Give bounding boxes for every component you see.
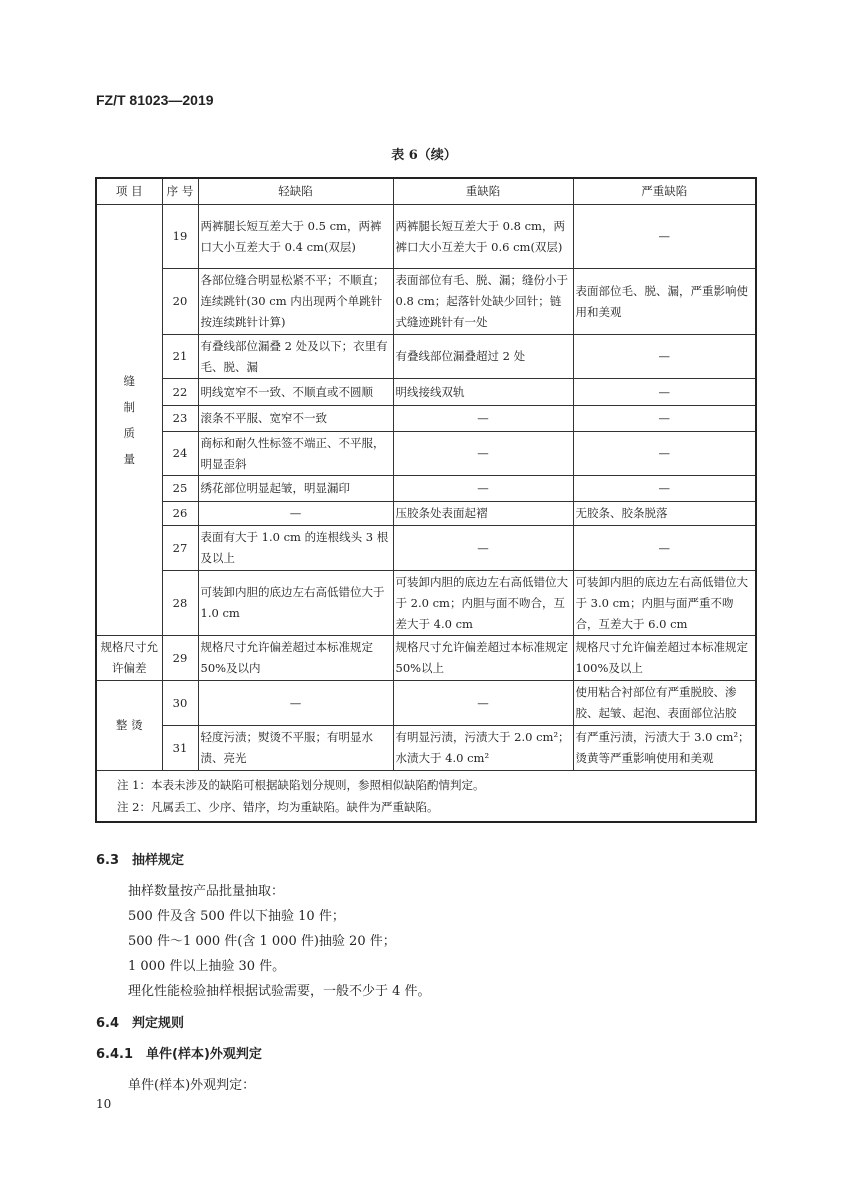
table-row [96,406,756,432]
table-header-row [96,178,756,205]
page-number: 10 [96,1097,112,1111]
header-severe: 严重缺陷 [573,178,756,205]
defect-table [95,177,757,823]
severe-defect: 规格尺寸允许偏差超过本标准规定 100%及以上 [573,636,756,681]
header-item: 项 目 [96,178,162,205]
heavy-defect: 规格尺寸允许偏差超过本标准规定 50%以上 [393,636,573,681]
heavy-defect: 两裤腿长短互差大于 0.8 cm，两裤口大小互差大于 0.6 cm(双层) [393,205,573,269]
paragraph: 抽样数量按产品批量抽取： [128,884,285,899]
note-1: 注 1：本表未涉及的缺陷可根据缺陷划分规则，参照相似缺陷酌情判定。 [117,778,485,792]
light-defect: 明线宽窄不一致、不顺直或不圆顺 [198,379,393,406]
row-number: 29 [162,636,198,681]
row-number: 31 [162,726,198,771]
severe-defect: — [573,335,756,379]
light-defect: — [198,681,393,726]
heavy-defect: — [393,432,573,476]
light-defect: 两裤腿长短互差大于 0.5 cm，两裤口大小互差大于 0.4 cm(双层) [198,205,393,269]
severe-defect: — [573,406,756,432]
light-defect: — [198,502,393,526]
severe-defect: — [573,205,756,269]
severe-defect: 使用粘合衬部位有严重脱胶、渗胶、起皱、起泡、表面部位沾胶 [573,681,756,726]
heavy-defect: 有叠线部位漏叠超过 2 处 [393,335,573,379]
table-row [96,205,756,269]
table-caption: 表 6（续） [391,148,457,163]
header-no: 序 号 [162,178,198,205]
table-row [96,726,756,771]
row-number: 21 [162,335,198,379]
row-number: 20 [162,269,198,335]
light-defect: 规格尺寸允许偏差超过本标准规定 50%及以内 [198,636,393,681]
table-row [96,502,756,526]
table-row [96,335,756,379]
severe-defect: 有严重污渍，污渍大于 3.0 cm²；烫黄等严重影响使用和美观 [573,726,756,771]
section-6-3-title: 6.3 抽样规定 [96,853,185,868]
heavy-defect: — [393,526,573,571]
row-number: 19 [162,205,198,269]
light-defect: 表面有大于 1.0 cm 的连根线头 3 根及以上 [198,526,393,571]
heavy-defect: 表面部位有毛、脱、漏；缝份小于 0.8 cm；起落针处缺少回针；链式缝迹跳针有一处 [393,269,573,335]
severe-defect: — [573,379,756,406]
table-row [96,526,756,571]
paragraph: 500 件及含 500 件以下抽验 10 件； [128,909,345,924]
paragraph: 500 件～1 000 件(含 1 000 件)抽验 20 件； [128,934,396,949]
row-number: 23 [162,406,198,432]
heavy-defect: 可装卸内胆的底边左右高低错位大于 2.0 cm；内胆与面不吻合，互差大于 4.0 cm [393,571,573,636]
header-heavy: 重缺陷 [393,178,573,205]
table-notes [96,771,756,823]
row-number: 22 [162,379,198,406]
heavy-defect: — [393,681,573,726]
light-defect: 各部位缝合明显松紧不平；不顺直；连续跳针(30 cm 内出现两个单跳针按连续跳针计算) [198,269,393,335]
table-row [96,681,756,726]
table-row [96,379,756,406]
light-defect: 可装卸内胆的底边左右高低错位大于 1.0 cm [198,571,393,636]
row-number: 25 [162,476,198,502]
heavy-defect: — [393,406,573,432]
group-sewing: 缝制质量 [96,205,162,636]
table-row [96,571,756,636]
severe-defect: 表面部位毛、脱、漏，严重影响使用和美观 [573,269,756,335]
severe-defect: 可装卸内胆的底边左右高低错位大于 3.0 cm；内胆与面严重不吻合，互差大于 6.0 cm [573,571,756,636]
table-row [96,432,756,476]
light-defect: 商标和耐久性标签不端正、不平服，明显歪斜 [198,432,393,476]
heavy-defect: — [393,476,573,502]
light-defect: 绣花部位明显起皱，明显漏印 [198,476,393,502]
severe-defect: — [573,526,756,571]
row-number: 28 [162,571,198,636]
row-number: 27 [162,526,198,571]
group-ironing: 整 烫 [96,681,162,771]
light-defect: 有叠线部位漏叠 2 处及以下；衣里有毛、脱、漏 [198,335,393,379]
light-defect: 轻度污渍；熨烫不平服；有明显水渍、亮光 [198,726,393,771]
table-row [96,269,756,335]
header-light: 轻缺陷 [198,178,393,205]
table-row [96,476,756,502]
group-size: 规格尺寸允许偏差 [96,636,162,681]
section-6-4-title: 6.4 判定规则 [96,1016,185,1031]
row-number: 24 [162,432,198,476]
row-number: 26 [162,502,198,526]
row-number: 30 [162,681,198,726]
heavy-defect: 有明显污渍，污渍大于 2.0 cm²；水渍大于 4.0 cm² [393,726,573,771]
standard-number: FZ/T 81023—2019 [96,92,214,108]
table-row [96,636,756,681]
severe-defect: — [573,432,756,476]
paragraph: 单件(样本)外观判定： [128,1078,256,1093]
paragraph: 理化性能检验抽样根据试验需要，一般不少于 4 件。 [128,984,431,999]
heavy-defect: 压胶条处表面起褶 [393,502,573,526]
light-defect: 滚条不平服、宽窄不一致 [198,406,393,432]
heavy-defect: 明线接线双轨 [393,379,573,406]
severe-defect: 无胶条、胶条脱落 [573,502,756,526]
section-6-4-1-title: 6.4.1 单件(样本)外观判定 [96,1047,262,1062]
severe-defect: — [573,476,756,502]
paragraph: 1 000 件以上抽验 30 件。 [128,959,286,974]
note-2: 注 2：凡属丢工、少序、错序，均为重缺陷。缺件为严重缺陷。 [117,800,439,814]
